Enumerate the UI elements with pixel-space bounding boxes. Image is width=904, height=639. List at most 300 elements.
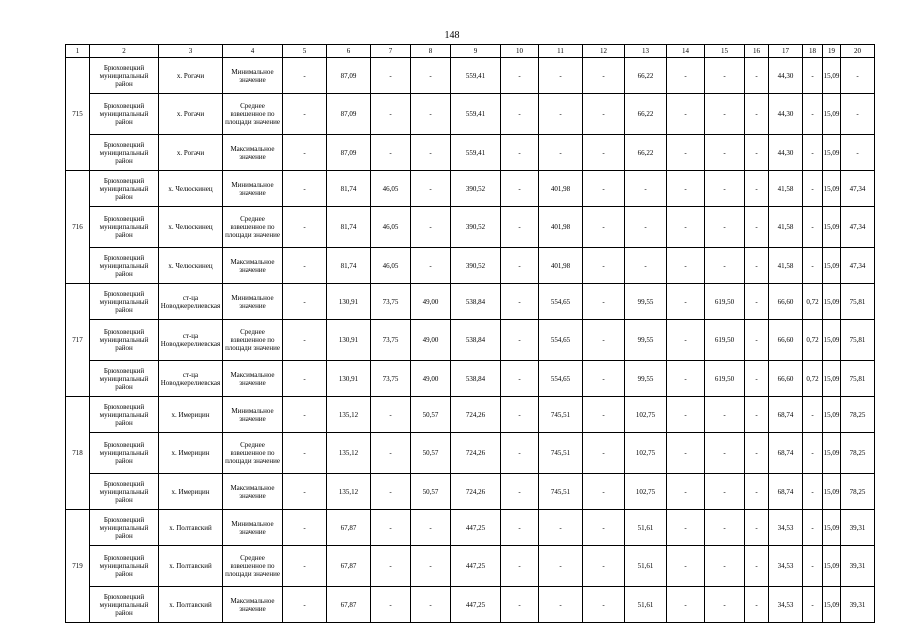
value-cell: -	[705, 58, 745, 94]
value-cell: -	[283, 397, 327, 433]
value-cell: 68,74	[769, 474, 803, 510]
value-cell: -	[501, 546, 539, 587]
value-cell: 67,87	[327, 546, 371, 587]
value-cell: -	[371, 433, 411, 474]
value-cell: -	[371, 58, 411, 94]
value-cell: -	[283, 171, 327, 207]
settlement-cell: х. Имерицин	[159, 397, 223, 433]
column-header: 4	[223, 45, 283, 58]
value-cell: -	[841, 135, 875, 171]
indicator-cell: Среднее взвешенное по площади значение	[223, 94, 283, 135]
value-cell: 390,52	[451, 171, 501, 207]
value-cell: 41,58	[769, 248, 803, 284]
table-row	[66, 94, 875, 135]
value-cell: 401,98	[539, 171, 583, 207]
table-row	[66, 546, 875, 587]
value-cell: 724,26	[451, 397, 501, 433]
value-cell: 390,52	[451, 248, 501, 284]
value-cell: -	[745, 284, 769, 320]
indicator-cell: Минимальное значение	[223, 284, 283, 320]
column-header: 13	[625, 45, 667, 58]
value-cell: 66,60	[769, 361, 803, 397]
value-cell: 724,26	[451, 433, 501, 474]
value-cell: 78,25	[841, 397, 875, 433]
column-header: 18	[803, 45, 823, 58]
value-cell: -	[501, 135, 539, 171]
value-cell: 44,30	[769, 94, 803, 135]
value-cell: 66,22	[625, 135, 667, 171]
value-cell: 538,84	[451, 284, 501, 320]
value-cell: -	[803, 587, 823, 623]
table-row	[66, 433, 875, 474]
table-body	[66, 58, 875, 623]
column-header: 2	[90, 45, 159, 58]
value-cell: 15,09	[823, 58, 841, 94]
value-cell: -	[745, 433, 769, 474]
value-cell: 51,61	[625, 510, 667, 546]
page-number: 148	[444, 30, 460, 41]
indicator-cell: Максимальное значение	[223, 474, 283, 510]
value-cell: 87,09	[327, 58, 371, 94]
value-cell: 15,09	[823, 433, 841, 474]
value-cell: 68,74	[769, 397, 803, 433]
table-row	[66, 284, 875, 320]
district-cell: Брюховецкий муниципальный район	[90, 135, 159, 171]
value-cell: -	[745, 546, 769, 587]
value-cell: -	[745, 248, 769, 284]
value-cell: -	[539, 94, 583, 135]
value-cell: 75,81	[841, 284, 875, 320]
value-cell: -	[803, 397, 823, 433]
value-cell: -	[803, 135, 823, 171]
value-cell: -	[501, 397, 539, 433]
table-row	[66, 207, 875, 248]
value-cell: 66,60	[769, 284, 803, 320]
value-cell: -	[371, 546, 411, 587]
value-cell: -	[411, 58, 451, 94]
value-cell: -	[411, 546, 451, 587]
value-cell: 619,50	[705, 361, 745, 397]
value-cell: -	[667, 397, 705, 433]
value-cell: 390,52	[451, 207, 501, 248]
value-cell: 15,09	[823, 587, 841, 623]
value-cell: -	[803, 207, 823, 248]
indicator-cell: Минимальное значение	[223, 510, 283, 546]
value-cell: -	[667, 587, 705, 623]
value-cell: -	[667, 320, 705, 361]
value-cell: -	[283, 284, 327, 320]
value-cell: 47,34	[841, 171, 875, 207]
value-cell: -	[371, 135, 411, 171]
district-cell: Брюховецкий муниципальный район	[90, 58, 159, 94]
value-cell: 554,65	[539, 284, 583, 320]
table-row	[66, 397, 875, 433]
value-cell: -	[667, 546, 705, 587]
column-header: 5	[283, 45, 327, 58]
value-cell: -	[501, 320, 539, 361]
indicator-cell: Среднее взвешенное по площади значение	[223, 546, 283, 587]
column-header: 17	[769, 45, 803, 58]
value-cell: 99,55	[625, 320, 667, 361]
value-cell: 49,00	[411, 361, 451, 397]
settlement-cell: х. Полтавский	[159, 546, 223, 587]
value-cell: 41,58	[769, 207, 803, 248]
value-cell: -	[501, 361, 539, 397]
value-cell: -	[803, 510, 823, 546]
value-cell: 538,84	[451, 361, 501, 397]
value-cell: -	[667, 361, 705, 397]
row-number: 716	[66, 171, 90, 284]
value-cell: 67,87	[327, 510, 371, 546]
value-cell: 78,25	[841, 474, 875, 510]
value-cell: 135,12	[327, 397, 371, 433]
value-cell: 15,09	[823, 320, 841, 361]
value-cell: -	[501, 284, 539, 320]
district-cell: Брюховецкий муниципальный район	[90, 510, 159, 546]
settlement-cell: х. Полтавский	[159, 587, 223, 623]
value-cell: 401,98	[539, 207, 583, 248]
value-cell: -	[501, 94, 539, 135]
value-cell: -	[411, 248, 451, 284]
value-cell: 15,09	[823, 397, 841, 433]
value-cell: -	[745, 135, 769, 171]
value-cell: 102,75	[625, 474, 667, 510]
value-cell: 87,09	[327, 94, 371, 135]
value-cell: -	[501, 433, 539, 474]
value-cell: -	[803, 248, 823, 284]
value-cell: -	[667, 94, 705, 135]
value-cell: -	[583, 587, 625, 623]
value-cell: 15,09	[823, 474, 841, 510]
data-table	[65, 44, 875, 623]
district-cell: Брюховецкий муниципальный район	[90, 474, 159, 510]
value-cell: -	[501, 58, 539, 94]
value-cell: 0,72	[803, 284, 823, 320]
value-cell: 66,22	[625, 58, 667, 94]
value-cell: -	[745, 587, 769, 623]
value-cell: 39,31	[841, 510, 875, 546]
value-cell: -	[371, 94, 411, 135]
value-cell: -	[539, 546, 583, 587]
value-cell: -	[283, 207, 327, 248]
value-cell: -	[667, 207, 705, 248]
value-cell: -	[705, 171, 745, 207]
row-number: 718	[66, 397, 90, 510]
value-cell: 47,34	[841, 248, 875, 284]
value-cell: -	[705, 510, 745, 546]
value-cell: -	[371, 587, 411, 623]
value-cell: -	[841, 94, 875, 135]
value-cell: 554,65	[539, 320, 583, 361]
value-cell: 50,57	[411, 474, 451, 510]
column-header: 12	[583, 45, 625, 58]
value-cell: 34,53	[769, 587, 803, 623]
value-cell: 559,41	[451, 135, 501, 171]
value-cell: -	[371, 397, 411, 433]
value-cell: -	[705, 474, 745, 510]
district-cell: Брюховецкий муниципальный район	[90, 397, 159, 433]
value-cell: -	[283, 587, 327, 623]
value-cell: -	[501, 248, 539, 284]
value-cell: -	[283, 94, 327, 135]
district-cell: Брюховецкий муниципальный район	[90, 207, 159, 248]
settlement-cell: х. Челюскинец	[159, 207, 223, 248]
settlement-cell: х. Рогачи	[159, 135, 223, 171]
value-cell: -	[583, 433, 625, 474]
value-cell: -	[371, 474, 411, 510]
value-cell: 401,98	[539, 248, 583, 284]
value-cell: 15,09	[823, 510, 841, 546]
district-cell: Брюховецкий муниципальный район	[90, 433, 159, 474]
value-cell: -	[745, 320, 769, 361]
value-cell: -	[745, 94, 769, 135]
value-cell: -	[411, 587, 451, 623]
table-row	[66, 171, 875, 207]
value-cell: 46,05	[371, 171, 411, 207]
value-cell: 447,25	[451, 546, 501, 587]
value-cell: -	[583, 207, 625, 248]
value-cell: -	[501, 510, 539, 546]
value-cell: 559,41	[451, 94, 501, 135]
settlement-cell: х. Полтавский	[159, 510, 223, 546]
value-cell: -	[283, 58, 327, 94]
value-cell: 66,60	[769, 320, 803, 361]
column-header: 19	[823, 45, 841, 58]
table-row	[66, 58, 875, 94]
value-cell: -	[667, 171, 705, 207]
column-header: 11	[539, 45, 583, 58]
value-cell: -	[745, 58, 769, 94]
value-cell: -	[283, 135, 327, 171]
value-cell: -	[583, 510, 625, 546]
value-cell: 130,91	[327, 320, 371, 361]
value-cell: 73,75	[371, 361, 411, 397]
settlement-cell: х. Имерицин	[159, 474, 223, 510]
indicator-cell: Максимальное значение	[223, 587, 283, 623]
value-cell: 78,25	[841, 433, 875, 474]
column-header: 15	[705, 45, 745, 58]
value-cell: -	[803, 94, 823, 135]
value-cell: 51,61	[625, 587, 667, 623]
value-cell: 49,00	[411, 320, 451, 361]
indicator-cell: Минимальное значение	[223, 397, 283, 433]
column-header: 16	[745, 45, 769, 58]
value-cell: 47,34	[841, 207, 875, 248]
value-cell: -	[803, 433, 823, 474]
value-cell: -	[803, 474, 823, 510]
district-cell: Брюховецкий муниципальный район	[90, 248, 159, 284]
value-cell: 68,74	[769, 433, 803, 474]
value-cell: -	[667, 248, 705, 284]
value-cell: 554,65	[539, 361, 583, 397]
value-cell: -	[283, 474, 327, 510]
value-cell: 75,81	[841, 320, 875, 361]
value-cell: -	[745, 510, 769, 546]
value-cell: 619,50	[705, 320, 745, 361]
value-cell: -	[539, 58, 583, 94]
value-cell: -	[411, 171, 451, 207]
value-cell: 745,51	[539, 433, 583, 474]
table-row	[66, 135, 875, 171]
value-cell: -	[583, 474, 625, 510]
value-cell: 559,41	[451, 58, 501, 94]
value-cell: -	[283, 546, 327, 587]
value-cell: -	[667, 510, 705, 546]
settlement-cell: х. Челюскинец	[159, 171, 223, 207]
table-row	[66, 474, 875, 510]
value-cell: 41,58	[769, 171, 803, 207]
value-cell: -	[705, 587, 745, 623]
value-cell: -	[583, 284, 625, 320]
value-cell: 15,09	[823, 135, 841, 171]
value-cell: 724,26	[451, 474, 501, 510]
district-cell: Брюховецкий муниципальный район	[90, 94, 159, 135]
settlement-cell: ст-ца Новоджерелиевская	[159, 361, 223, 397]
row-number: 715	[66, 58, 90, 171]
value-cell: -	[371, 510, 411, 546]
value-cell: 34,53	[769, 510, 803, 546]
value-cell: 67,87	[327, 587, 371, 623]
value-cell: -	[583, 94, 625, 135]
value-cell: -	[283, 320, 327, 361]
value-cell: 81,74	[327, 171, 371, 207]
settlement-cell: х. Рогачи	[159, 58, 223, 94]
value-cell: 130,91	[327, 284, 371, 320]
value-cell: 15,09	[823, 284, 841, 320]
value-cell: 135,12	[327, 474, 371, 510]
district-cell: Брюховецкий муниципальный район	[90, 284, 159, 320]
value-cell: -	[667, 433, 705, 474]
district-cell: Брюховецкий муниципальный район	[90, 320, 159, 361]
indicator-cell: Максимальное значение	[223, 361, 283, 397]
value-cell: 81,74	[327, 248, 371, 284]
settlement-cell: х. Имерицин	[159, 433, 223, 474]
district-cell: Брюховецкий муниципальный район	[90, 587, 159, 623]
value-cell: -	[625, 171, 667, 207]
value-cell: 0,72	[803, 361, 823, 397]
indicator-cell: Минимальное значение	[223, 171, 283, 207]
value-cell: -	[705, 207, 745, 248]
value-cell: -	[539, 587, 583, 623]
value-cell: -	[501, 171, 539, 207]
value-cell: -	[501, 207, 539, 248]
value-cell: 44,30	[769, 135, 803, 171]
value-cell: -	[745, 361, 769, 397]
value-cell: -	[705, 546, 745, 587]
column-header: 20	[841, 45, 875, 58]
value-cell: 99,55	[625, 284, 667, 320]
value-cell: -	[745, 474, 769, 510]
value-cell: -	[803, 546, 823, 587]
value-cell: -	[667, 284, 705, 320]
value-cell: -	[583, 248, 625, 284]
header-row	[66, 45, 875, 58]
value-cell: 745,51	[539, 397, 583, 433]
value-cell: 39,31	[841, 546, 875, 587]
row-number: 719	[66, 510, 90, 623]
column-header: 1	[66, 45, 90, 58]
value-cell: -	[411, 135, 451, 171]
value-cell: -	[625, 248, 667, 284]
indicator-cell: Среднее взвешенное по площади значение	[223, 320, 283, 361]
value-cell: 130,91	[327, 361, 371, 397]
value-cell: 102,75	[625, 397, 667, 433]
indicator-cell: Максимальное значение	[223, 135, 283, 171]
value-cell: -	[667, 474, 705, 510]
value-cell: -	[705, 135, 745, 171]
table-row	[66, 320, 875, 361]
value-cell: -	[705, 433, 745, 474]
value-cell: 49,00	[411, 284, 451, 320]
value-cell: -	[583, 361, 625, 397]
settlement-cell: ст-ца Новоджерелиевская	[159, 284, 223, 320]
value-cell: -	[745, 207, 769, 248]
value-cell: -	[667, 58, 705, 94]
value-cell: -	[583, 171, 625, 207]
value-cell: -	[283, 248, 327, 284]
value-cell: 46,05	[371, 248, 411, 284]
value-cell: 135,12	[327, 433, 371, 474]
value-cell: -	[705, 94, 745, 135]
value-cell: 50,57	[411, 433, 451, 474]
value-cell: -	[539, 510, 583, 546]
value-cell: 102,75	[625, 433, 667, 474]
value-cell: 34,53	[769, 546, 803, 587]
value-cell: -	[583, 397, 625, 433]
value-cell: -	[411, 510, 451, 546]
settlement-cell: х. Челюскинец	[159, 248, 223, 284]
value-cell: 44,30	[769, 58, 803, 94]
value-cell: -	[667, 135, 705, 171]
value-cell: 15,09	[823, 207, 841, 248]
value-cell: 73,75	[371, 320, 411, 361]
value-cell: 745,51	[539, 474, 583, 510]
value-cell: 538,84	[451, 320, 501, 361]
value-cell: -	[583, 135, 625, 171]
value-cell: -	[583, 320, 625, 361]
value-cell: 73,75	[371, 284, 411, 320]
value-cell: 15,09	[823, 171, 841, 207]
value-cell: 50,57	[411, 397, 451, 433]
indicator-cell: Минимальное значение	[223, 58, 283, 94]
value-cell: -	[745, 397, 769, 433]
column-header: 9	[451, 45, 501, 58]
value-cell: 99,55	[625, 361, 667, 397]
indicator-cell: Среднее взвешенное по площади значение	[223, 433, 283, 474]
value-cell: 0,72	[803, 320, 823, 361]
indicator-cell: Среднее взвешенное по площади значение	[223, 207, 283, 248]
value-cell: 15,09	[823, 94, 841, 135]
table-row	[66, 510, 875, 546]
value-cell: 15,09	[823, 361, 841, 397]
value-cell: 87,09	[327, 135, 371, 171]
value-cell: 447,25	[451, 587, 501, 623]
value-cell: -	[803, 171, 823, 207]
value-cell: 81,74	[327, 207, 371, 248]
value-cell: -	[583, 58, 625, 94]
row-number: 717	[66, 284, 90, 397]
column-header: 7	[371, 45, 411, 58]
column-header: 14	[667, 45, 705, 58]
value-cell: -	[745, 171, 769, 207]
value-cell: -	[803, 58, 823, 94]
value-cell: 15,09	[823, 248, 841, 284]
district-cell: Брюховецкий муниципальный район	[90, 546, 159, 587]
value-cell: 619,50	[705, 284, 745, 320]
value-cell: 46,05	[371, 207, 411, 248]
value-cell: -	[539, 135, 583, 171]
column-header: 3	[159, 45, 223, 58]
